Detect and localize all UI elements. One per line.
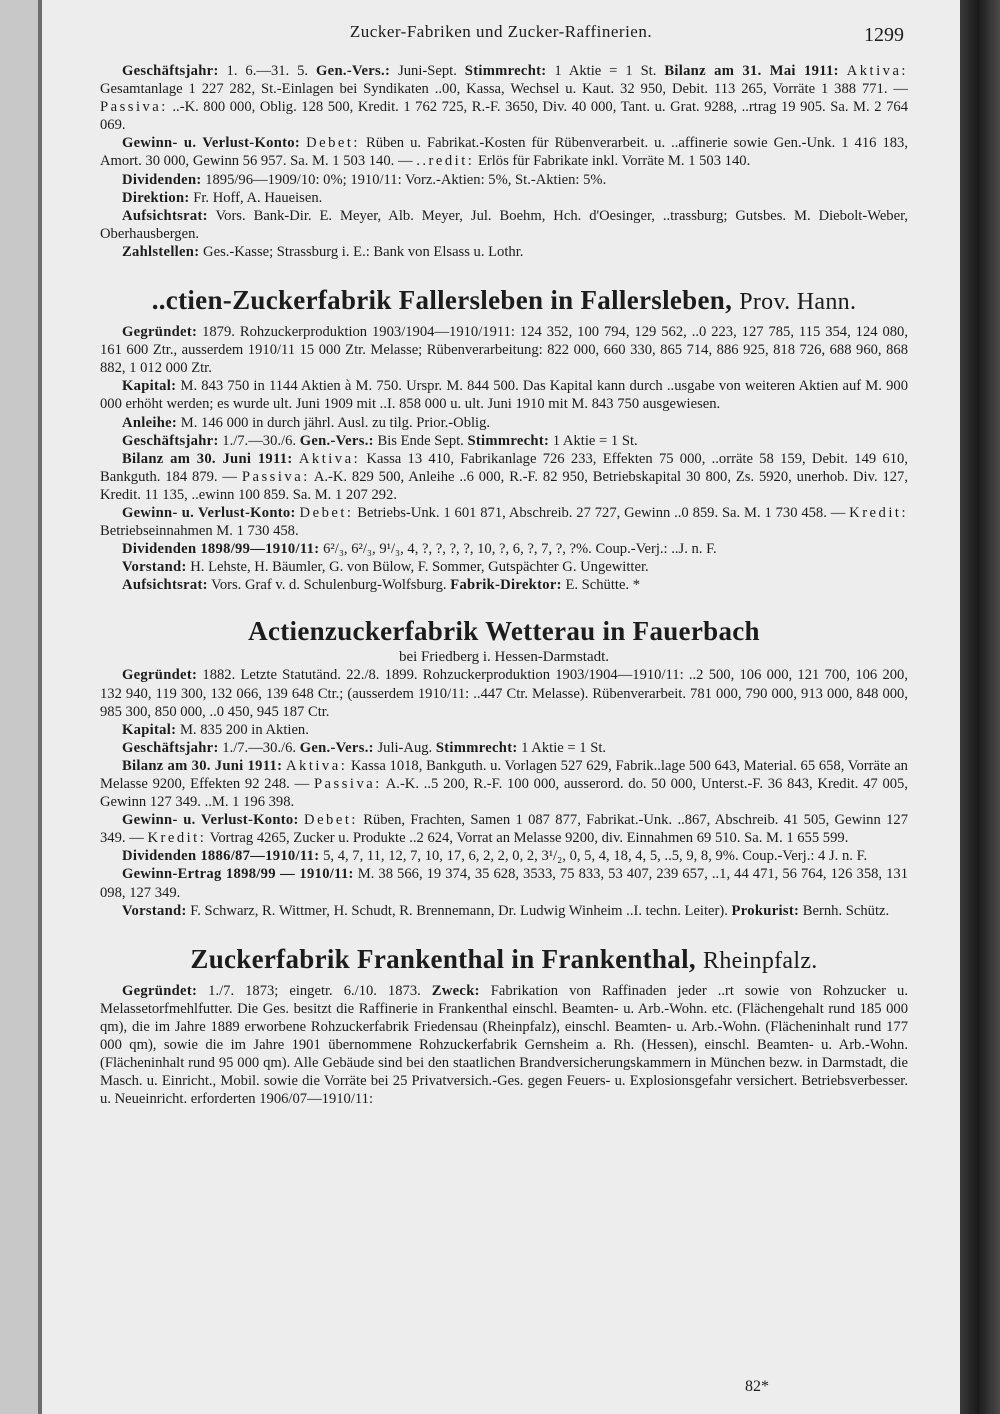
field-value: Kassa 1018, Bankguth. u. Vorlagen 527 629, Fabrik..lage 500 643, Material. 65 658, Vorräte an Melasse 9200, Effekten 92 248. —	[100, 757, 908, 792]
field-value: M. 835 200 in Aktien.	[179, 721, 309, 738]
entry-paragraph	[100, 982, 908, 1109]
entry-paragraph	[100, 847, 908, 865]
entry-paragraph	[100, 540, 908, 558]
entry-paragraph	[100, 721, 908, 739]
entry-heading-region: Prov. Hann.	[739, 289, 857, 316]
field-value: 1./7.—30./6.	[222, 432, 297, 449]
field-label: Geschäftsjahr:	[122, 432, 219, 449]
field-value: 1. 6.—31. 5.	[226, 63, 309, 79]
field-value: Bis Ende Sept.	[377, 432, 464, 449]
field-value: Rüben u. Fabrikat.-Kosten für Rübenverarbeit. u. ..affinerie sowie Gen.-Unk. 1 416 183, Amort. 30 000, Gewinn 56 957. Sa. M. 1 503 140. —	[100, 135, 908, 170]
field-label: Fabrik-Direktor:	[450, 577, 562, 594]
field-value: 1 Aktie = 1 St.	[521, 739, 607, 756]
field-label: Gegründet:	[122, 667, 198, 684]
field-label: Gewinn-Ertrag 1898/99 — 1910/11:	[122, 866, 354, 883]
field-value: 5, 4, 7, 11, 12, 7, 10, 17, 6, 2, 2, 0, 2, 3¹/₂, 0, 5, 4, 18, 4, 5, ..5, 9, 8, 9%. Coup.-Verj.: 4 J. n. F.	[323, 848, 868, 865]
page-number: 1299	[864, 24, 904, 46]
entry-heading-fallersleben	[100, 283, 908, 319]
field-label: Geschäftsjahr:	[122, 63, 219, 79]
page-content	[100, 62, 908, 1108]
field-value: Vors. Graf v. d. Schulenburg-Wolfsburg.	[211, 577, 447, 594]
entry-paragraph	[100, 432, 908, 450]
field-label: Anleihe:	[122, 414, 178, 431]
entry-paragraph	[100, 739, 908, 757]
field-value: Vortrag 4265, Zucker u. Produkte ..2 624, Vorrat an Melasse 9200, div. Einnahmen 69 510. Sa. M. 1 655 599.	[209, 830, 849, 847]
field-sublabel: Passiva:	[100, 99, 168, 116]
field-value: M. 146 000 in durch jährl. Ausl. zu tilg. Prior.-Oblig.	[180, 414, 491, 431]
entry-paragraph	[100, 450, 908, 504]
entry-paragraph	[100, 576, 908, 594]
field-value: F. Schwarz, R. Wittmer, H. Schudt, R. Brennemann, Dr. Ludwig Winheim ..I. techn. Leiter).	[190, 902, 728, 919]
entry-paragraph	[100, 757, 908, 811]
left-page-margin	[0, 0, 42, 1414]
field-label: Bilanz am 30. Juni 1911:	[122, 450, 293, 467]
field-value: Juli-Aug.	[377, 739, 433, 756]
entry-heading-frankenthal	[100, 942, 908, 978]
field-value: Rüben, Frachten, Samen 1 087 877, Fabrikat.-Unk. ..867, Abschreib. 41 505, Gewinn 127 349. —	[100, 812, 908, 847]
field-label: Bilanz am 31. Mai 1911:	[664, 63, 839, 79]
field-sublabel: Debet:	[304, 812, 358, 829]
field-value: Betriebs-Unk. 1 601 871, Abschreib. 27 727, Gewinn ..0 859. Sa. M. 1 730 458. —	[357, 504, 846, 521]
field-label: Gewinn- u. Verlust-Konto:	[122, 812, 299, 829]
field-sublabel: Aktiva:	[285, 757, 348, 774]
entry-fallersleben	[100, 323, 908, 594]
field-sublabel: Aktiva:	[846, 63, 908, 79]
field-label: Kapital:	[122, 378, 177, 395]
entry-heading-region: Rheinpfalz.	[703, 947, 818, 974]
entry-paragraph	[100, 558, 908, 576]
field-value: M. 843 750 in 1144 Aktien à M. 750. Urspr. M. 844 500. Das Kapital kann durch ..usgabe von weiteren Aktien auf M. 900 000 erhöht werden; es wurde ult. Juni 1909 mit ..I. 858 000 u. ult. Juni 1910 mit M. 843 750 ausgewiesen.	[100, 378, 908, 413]
entry-paragraph	[100, 134, 908, 170]
field-value: Vors. Bank-Dir. E. Meyer, Alb. Meyer, Jul. Boehm, Hch. d'Oesinger, ..trassburg; Gutsbes. M. Diebolt-Weber, Oberhausbergen.	[100, 207, 908, 242]
field-label: Stimmrecht:	[464, 63, 547, 79]
field-value: A.-K. 829 500, Anleihe ..6 000, R.-F. 82 950, Betriebskapital 30 800, Zs. 5920, unerhob. Div. 127, Kredit. 11 135, ..ewinn 100 859. Sa. M. 1 207 292.	[100, 468, 908, 503]
field-label: Dividenden:	[122, 171, 202, 188]
field-value: H. Lehste, H. Bäumler, G. von Bülow, F. Sommer, Gutspächter G. Ungewitter.	[190, 559, 649, 576]
field-sublabel: Debet:	[299, 504, 354, 521]
field-label: Stimmrecht:	[467, 432, 550, 449]
entry-wetterau	[100, 666, 908, 919]
field-label: Stimmrecht:	[435, 739, 518, 756]
field-value: Betriebseinnahmen M. 1 730 458.	[100, 523, 299, 540]
field-sublabel: Kredit:	[849, 504, 908, 521]
field-sublabel: Passiva:	[241, 468, 310, 485]
field-label: Geschäftsjahr:	[122, 739, 219, 756]
entry-paragraph	[100, 666, 908, 720]
entry-paragraph	[100, 189, 908, 207]
field-label: Kapital:	[122, 721, 177, 738]
field-value: M. 38 566, 19 374, 35 628, 3533, 75 833, 53 407, 239 657, ..1, 44 471, 56 764, 126 358, 131 098, 127 349.	[100, 866, 908, 901]
footnote-marker: *	[632, 577, 641, 594]
field-value: Ges.-Kasse; Strassburg i. E.: Bank von Elsass u. Lothr.	[203, 243, 524, 260]
field-value: Bernh. Schütz.	[802, 902, 890, 919]
entry-paragraph	[100, 811, 908, 847]
field-sublabel: Debet:	[306, 135, 360, 152]
entry-paragraph	[100, 504, 908, 540]
entry-continued	[100, 62, 908, 261]
field-value: 1./7. 1873; eingetr. 6./10. 1873.	[208, 982, 421, 999]
running-head: Zucker-Fabriken und Zucker-Raffinerien.	[349, 22, 653, 41]
field-value: A.-K. ..5 200, R.-F. 100 000, ausserord. do. 50 000, Unterst.-F. 36 843, Kredit. 47 005, Gewinn 127 349. ..M. 1 196 398.	[100, 776, 909, 811]
entry-heading-wetterau: Actienzuckerfabrik Wetterau in Fauerbach	[248, 616, 760, 647]
field-value: 1 Aktie = 1 St.	[552, 432, 638, 449]
field-value: 6²/₃, 6²/₃, 9¹/₃, 4, ?, ?, ?, ?, 10, ?, 6, ?, 7, ?, ?%. Coup.-Verj.: ..J. n. F.	[323, 541, 717, 558]
field-label: Zahlstellen:	[122, 243, 200, 260]
field-label: Aufsichtsrat:	[122, 577, 208, 594]
field-value: Fabrikation von Raffinaden jeder ..rt sowie von Rohzucker u. Melassetorfmehlfutter. Die Ges. besitzt die Raffinerie in Frankenthal einschl. Beamten- u. Arb.-Wohn. etc. (Flächengehalt rund 185 000 qm), die im Jahre 1889 erworbene Rohzuckerfabrik Friedensau (Rheinpfalz), einschl. Beamten- u. Arb.-Wohn. (Flächeninhalt rund 177 000 qm), sowie die im Jahre 1901 übernommene Rohzuckerfabrik Gernsheim a. Rh. (Hessen), einschl. Beamten- u. Arb.-Wohn. (Flächeninhalt rund 95 000 qm). Alle Gebäude sind bei den staatlichen Brandversicherungskammern in München bezw. in Darmstadt, die Masch. u. Einricht., Mobil. sowie die Vorräte bei 25 Privatversich.-Ges. gegen Feuers- u. Explosionsgefahr versichert. Betriebsverbesser. u. Neueinricht. erforderten 1906/07—1910/11:	[100, 982, 908, 1108]
field-label: Gewinn- u. Verlust-Konto:	[122, 504, 296, 521]
field-label: Bilanz am 30. Juni 1911:	[122, 757, 283, 774]
field-sublabel: Aktiva:	[298, 450, 361, 467]
field-label: Gegründet:	[122, 982, 198, 999]
field-label: Zweck:	[431, 982, 480, 999]
entry-paragraph	[100, 207, 908, 243]
entry-paragraph	[100, 865, 908, 901]
field-value: Erlös für Fabrikate inkl. Vorräte M. 1 503 140.	[477, 153, 751, 170]
field-value: Gesamtanlage 1 227 282, St.-Einlagen bei Syndikaten ..00, Kassa, Wechsel u. Kaut. 32 950, Debit. 113 265, Vorräte 1 388 771. —	[100, 81, 908, 98]
printer-signature: 82*	[745, 1378, 769, 1395]
field-label: Dividenden 1886/87—1910/11:	[122, 848, 320, 865]
field-value: Juni-Sept.	[398, 63, 457, 79]
entry-paragraph	[100, 171, 908, 189]
field-value: 1882. Letzte Statutänd. 22./8. 1899. Rohzuckerproduktion 1903/1904—1910/11: ..2 500, 106 000, 121 700, 106 200, 132 940, 119 300, 132 066, 139 648 Ctr.; (ausserdem 1910/11: ..447 Ctr. Melasse). Rübenverarbeit. 781 000, 790 000, 913 000, 848 000, 985 300, 850 000, ..0 450, 945 187 Ctr.	[100, 667, 908, 720]
entry-heading-text: Zuckerfabrik Frankenthal in Frankenthal,	[190, 943, 696, 974]
field-value: 1879. Rohzuckerproduktion 1903/1904—1910/1911: 124 352, 100 794, 129 562, ..0 223, 127 785, 115 354, 124 080, 161 600 Ztr., ausserdem 1910/11 15 000 Ztr. Melasse; Rübenverarbeitung: 822 000, 660 330, 865 714, 886 925, 818 726, 688 960, 868 882, 1 012 000 Ztr.	[100, 324, 908, 377]
field-value: Fr. Hoff, A. Haueisen.	[193, 189, 323, 206]
field-label: Gegründet:	[122, 324, 198, 341]
field-label: Prokurist:	[731, 902, 800, 919]
field-label: Vorstand:	[122, 902, 187, 919]
field-label: Direktion:	[122, 189, 190, 206]
field-value: E. Schütte.	[565, 577, 630, 594]
entry-paragraph	[100, 243, 908, 261]
entry-frankenthal	[100, 982, 908, 1109]
book-binding-edge	[960, 0, 1000, 1414]
entry-paragraph	[100, 414, 908, 432]
entry-heading-text: ..ctien-Zuckerfabrik Fallersleben in Fallersleben,	[151, 285, 733, 316]
field-sublabel: Kredit:	[147, 830, 207, 847]
field-value: Kassa 13 410, Fabrikanlage 726 233, Effekten 75 000, ..orräte 58 159, Debit. 149 610, Bankguth. 184 879. —	[100, 450, 908, 485]
field-value: 1 Aktie = 1 St.	[554, 63, 657, 79]
field-label: Gen.-Vers.:	[299, 739, 374, 756]
field-label: Gen.-Vers.:	[316, 63, 391, 79]
entry-paragraph	[100, 377, 908, 413]
field-label: Gen.-Vers.:	[299, 432, 374, 449]
entry-paragraph	[100, 62, 908, 134]
field-label: Gewinn- u. Verlust-Konto:	[122, 135, 301, 152]
entry-paragraph	[100, 323, 908, 377]
field-sublabel: Passiva:	[313, 776, 382, 792]
field-label: Aufsichtsrat:	[122, 207, 208, 224]
entry-paragraph	[100, 902, 908, 920]
field-label: Vorstand:	[122, 559, 187, 576]
field-value: 1895/96—1909/10: 0%; 1910/11: Vorz.-Aktien: 5%, St.-Aktien: 5%.	[205, 171, 607, 188]
field-label: Dividenden 1898/99—1910/11:	[122, 541, 320, 558]
entry-subtitle: bei Friedberg i. Hessen-Darmstadt.	[398, 649, 610, 666]
field-value: ..-K. 800 000, Oblig. 128 500, Kredit. 1 762 725, R.-F. 3650, Div. 40 000, Tant. u. Grat. 9288, ..rtrag 19 905. Sa. M. 2 764 069.	[100, 99, 908, 134]
field-sublabel: ..redit:	[416, 153, 475, 170]
field-value: 1./7.—30./6.	[222, 739, 297, 756]
